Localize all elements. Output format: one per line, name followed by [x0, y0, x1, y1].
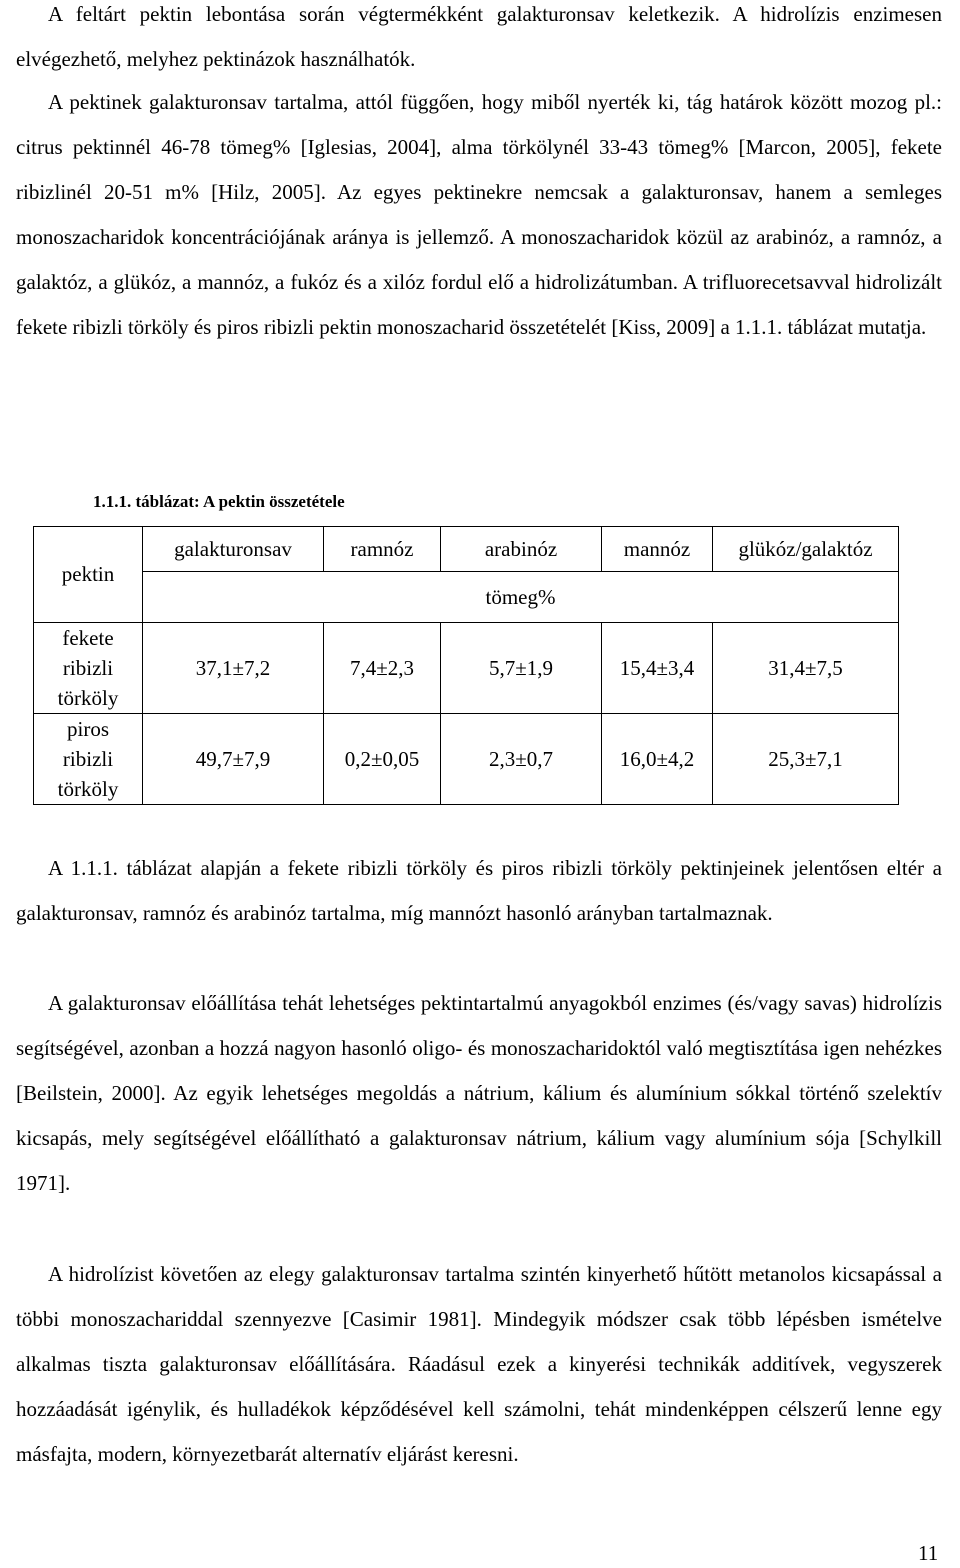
- column-header-ramnoz: ramnóz: [324, 527, 441, 572]
- column-header-arabinoz: arabinóz: [441, 527, 602, 572]
- paragraph-table-interpretation: A 1.1.1. táblázat alapján a fekete ribizli törköly és piros ribizli törköly pektinjeinek jelentősen eltér a galakturonsav, ramnóz és arabinóz tartalma, míg mannózt hasonló arányban tartalmaznak.: [16, 856, 942, 925]
- paragraph-galacturonic-content: A pektinek galakturonsav tartalma, attól függően, hogy miből nyerték ki, tág határok között mozog pl.: citrus pektinnél 46-78 tömeg% [Iglesias, 2004], alma törkölynél 33-43 tömeg% [Marcon, 2005], fekete ribizlinél 20-51 m% [Hilz, 2005]. Az egyes pektinekre nemcsak a galakturonsav, hanem a semleges monoszacharidok koncentrációjának aránya is jellemző. A monoszacharidok közül az arabinóz, a ramnóz, a galaktóz, a glükóz, a mannóz, a fukóz és a xilóz fordul elő a hidrolizátumban. A trifluorecetsavval hidrolizált fekete ribizli törköly és piros ribizli pektin monoszacharid összetételét [Kiss, 2009] a 1.1.1. táblázat mutatja.: [16, 90, 942, 339]
- row-label-line: piros: [67, 717, 109, 741]
- table-row: [34, 623, 899, 714]
- row-header-pektin: pektin: [34, 527, 143, 623]
- table-cell: 49,7±7,9: [143, 714, 324, 805]
- row-label: [34, 714, 143, 805]
- table-cell: 7,4±2,3: [324, 623, 441, 714]
- pectin-composition-table: [33, 526, 899, 805]
- column-header-galakturonsav: galakturonsav: [143, 527, 324, 572]
- paragraph-precipitation: A hidrolízist követően az elegy galakturonsav tartalma szintén kinyerhető hűtött metanolos kicsapással a többi monoszachariddal szennyezve [Casimir 1981]. Mindegyik módszer csak több lépésben ismételve alkalmas tiszta galakturonsav előállítására. Ráadásul ezek a kinyerési technikák additívek, vegyszerek hozzáadását igénylik, és hulladékok képződésével kell számolni, tehát mindenképpen célszerű lenne egy másfajta, modern, környezetbarát alternatív eljárást keresni.: [16, 1262, 942, 1466]
- table-row: [34, 714, 899, 805]
- table-cell: 2,3±0,7: [441, 714, 602, 805]
- column-header-glukoz-galaktoz: glükóz/galaktóz: [713, 527, 899, 572]
- page-number: 11: [918, 1541, 939, 1565]
- row-label-line: fekete: [62, 626, 114, 650]
- unit-header: tömeg%: [143, 572, 899, 623]
- row-label-line: ribizli: [62, 747, 114, 771]
- paragraph-enzymatic-hydrolysis: A feltárt pektin lebontása során végtermékként galakturonsav keletkezik. A hidrolízis enzimesen elvégezhető, melyhez pektinázok használhatók.: [16, 2, 942, 71]
- table-cell: 31,4±7,5: [713, 623, 899, 714]
- row-label-line: törköly: [57, 686, 119, 710]
- table-caption: 1.1.1. táblázat: A pektin összetétele: [93, 492, 345, 511]
- row-label-line: törköly: [57, 777, 119, 801]
- table-cell: 25,3±7,1: [713, 714, 899, 805]
- table-cell: 16,0±4,2: [602, 714, 713, 805]
- paragraph-production-methods: A galakturonsav előállítása tehát lehetséges pektintartalmú anyagokból enzimes (és/vagy savas) hidrolízis segítségével, azonban a hozzá nagyon hasonló oligo- és monoszacharidoktól való megtisztítása igen nehézkes [Beilstein, 2000]. Az egyik lehetséges megoldás a nátrium, kálium és alumínium sókkal történő szelektív kicsapás, mely segítségével előállítható a galakturonsav nátrium, kálium vagy alumínium sója [Schylkill 1971].: [16, 991, 942, 1195]
- column-header-mannoz: mannóz: [602, 527, 713, 572]
- row-label-line: ribizli: [62, 656, 114, 680]
- table-cell: 5,7±1,9: [441, 623, 602, 714]
- table-cell: 15,4±3,4: [602, 623, 713, 714]
- table-cell: 37,1±7,2: [143, 623, 324, 714]
- row-label: [34, 623, 143, 714]
- table-cell: 0,2±0,05: [324, 714, 441, 805]
